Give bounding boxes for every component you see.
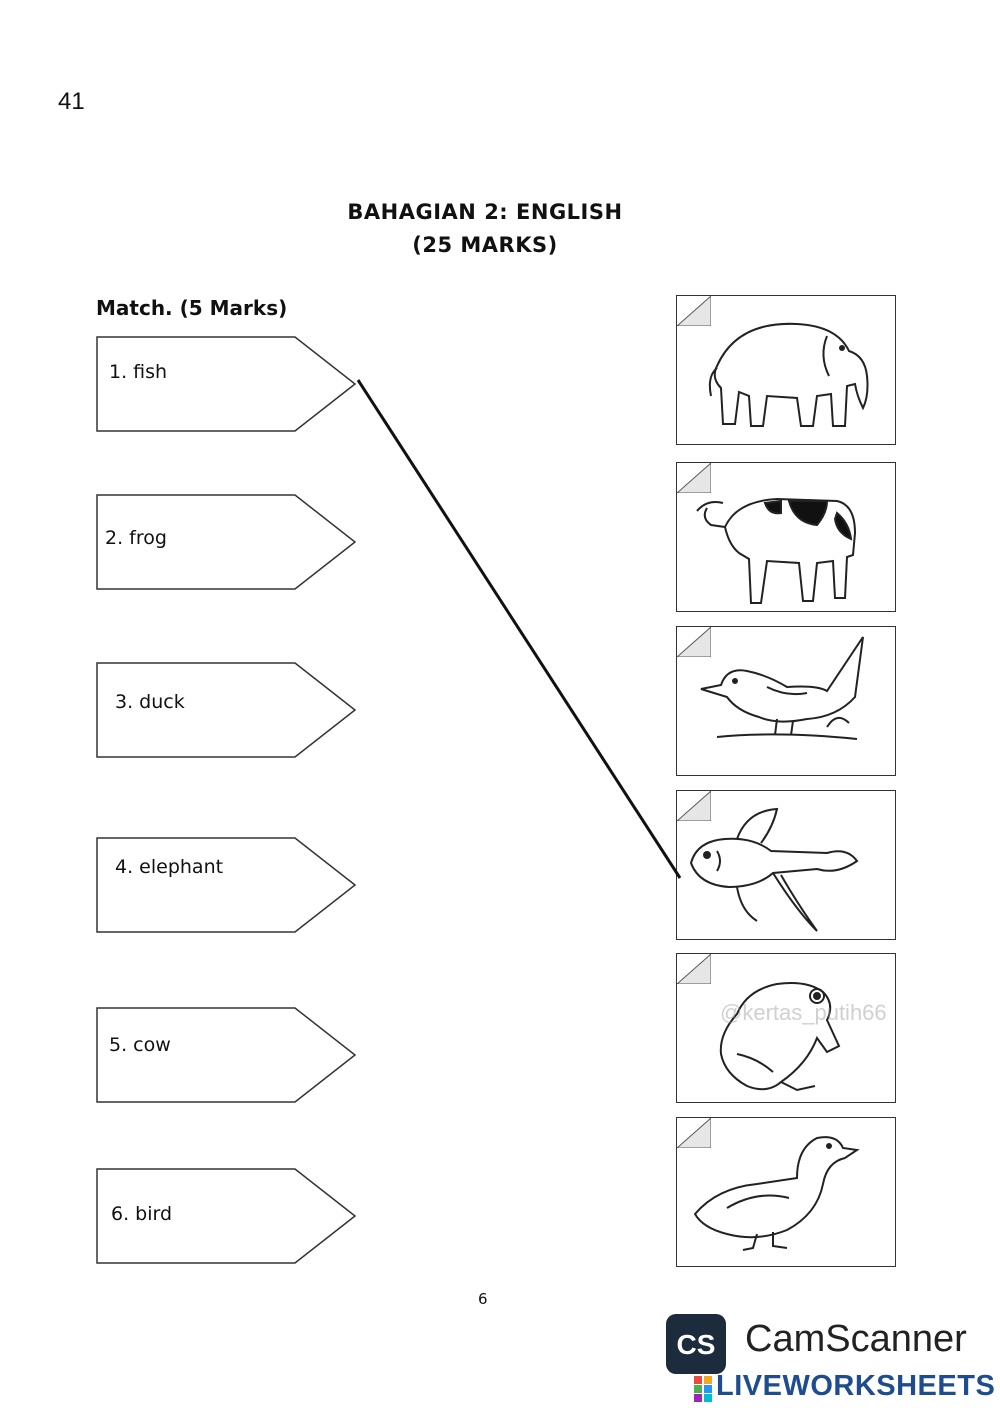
word-tag-cow[interactable] [95, 1006, 357, 1104]
page-curl-icon [677, 463, 711, 493]
page-curl-icon [677, 791, 711, 821]
camscanner-name: CamScanner [745, 1318, 967, 1360]
word-label: 6. bird [111, 1203, 173, 1225]
instruction-text: Match. (5 Marks) [96, 296, 288, 320]
word-tag-frog[interactable] [95, 493, 357, 591]
word-label: 2. frog [105, 527, 167, 549]
liveworksheets-name: LIVEWORKSHEETS [716, 1370, 996, 1402]
tag-shape [95, 335, 357, 433]
word-tag-duck[interactable] [95, 661, 357, 759]
section-marks: (25 MARKS) [412, 233, 558, 257]
picture-card-fish[interactable] [676, 790, 896, 940]
liveworksheets-logo-icon [694, 1376, 712, 1402]
page-curl-icon [677, 296, 711, 326]
watermark-text: @kertas_putih66 [720, 1000, 887, 1025]
page-curl-icon [677, 954, 711, 984]
picture-card-duck[interactable] [676, 1117, 896, 1267]
picture-card-cow[interactable] [676, 462, 896, 612]
word-label: 3. duck [115, 691, 185, 713]
word-label: 5. cow [109, 1034, 171, 1056]
section-title: BAHAGIAN 2: ENGLISH [347, 200, 623, 224]
word-label: 1. fish [109, 361, 168, 383]
camscanner-badge-text: CS [676, 1329, 716, 1360]
word-tag-elephant[interactable] [95, 836, 357, 934]
camscanner-logo-icon [666, 1314, 726, 1374]
page-curl-icon [677, 1118, 711, 1148]
match-line-fish [358, 380, 680, 878]
picture-card-frog[interactable] [676, 953, 896, 1103]
word-label: 4. elephant [115, 856, 224, 878]
page-curl-icon [677, 627, 711, 657]
picture-card-elephant[interactable] [676, 295, 896, 445]
picture-card-bird[interactable] [676, 626, 896, 776]
word-tag-fish[interactable] [95, 335, 357, 433]
word-tag-bird[interactable] [95, 1167, 357, 1265]
page-number: 41 [58, 88, 85, 115]
tag-shape [95, 836, 357, 934]
footer-page-number: 6 [478, 1290, 488, 1308]
